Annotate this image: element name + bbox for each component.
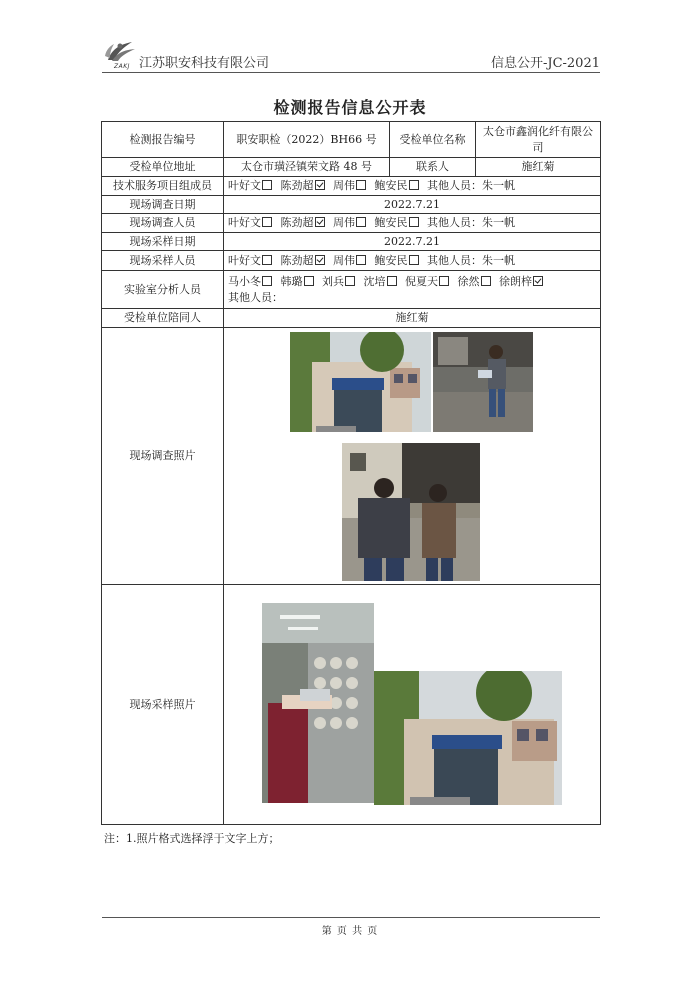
indoor-survey-photo (433, 332, 533, 432)
table-row (102, 122, 601, 158)
team-members (224, 177, 601, 196)
lab-analyst (405, 275, 454, 288)
address-label: 受检单位地址 (102, 158, 224, 177)
lab-analyst (322, 275, 360, 288)
table-row (102, 196, 601, 214)
sampling-photos-cell (224, 585, 601, 825)
unit-name-label: 受检单位名称 (390, 122, 476, 158)
surveyor (375, 216, 424, 229)
checked-checkbox-icon (315, 180, 325, 190)
page-title: 检测报告信息公开表 (273, 98, 427, 117)
person-name: 陈劲超 (280, 179, 314, 192)
footnote: 注：1.照片格式选择浮于文字上方； (104, 832, 280, 845)
table-row (102, 585, 601, 825)
table-row (102, 233, 601, 251)
team-member (375, 179, 424, 192)
lab-analyst (364, 275, 402, 288)
sampler (333, 254, 371, 267)
building-photo (290, 332, 431, 432)
table-row (102, 309, 601, 328)
person-name: 马小冬 (228, 274, 261, 288)
person-name: 叶好文 (228, 253, 261, 267)
person-name: 叶好文 (228, 179, 261, 192)
surveyor (281, 216, 330, 229)
checkbox-icon (356, 217, 366, 227)
checked-checkbox-icon (315, 217, 325, 227)
person-name: 刘兵 (322, 274, 344, 288)
checked-checkbox-icon (533, 276, 543, 286)
checkbox-icon (304, 276, 314, 286)
checkbox-icon (356, 180, 366, 190)
surveyor (228, 216, 277, 229)
page-header (102, 38, 600, 73)
table-row (102, 214, 601, 233)
checkbox-icon (345, 276, 355, 286)
survey-date-value: 2022.7.21 (224, 196, 601, 214)
lab-analyst (228, 275, 277, 288)
checkbox-icon (481, 276, 491, 286)
document-number: 信息公开-JC-2021 (490, 56, 600, 71)
person-name: 周伟 (333, 179, 355, 192)
contact-value: 施红菊 (476, 158, 601, 177)
survey-date-label: 现场调查日期 (102, 196, 224, 214)
samplers-label: 现场采样人员 (102, 251, 224, 271)
samplers-other: 其他人员：朱一帆 (427, 253, 515, 267)
team-member (333, 179, 371, 192)
surveyors-other: 其他人员：朱一帆 (427, 216, 515, 229)
person-name: 鲍安民 (374, 179, 408, 192)
team-other: 其他人员：朱一帆 (427, 179, 515, 192)
lab-analyst (458, 275, 496, 288)
sampler (375, 254, 424, 267)
lab-other: 其他人员： (228, 290, 283, 304)
page-footer: 第 页 共 页 (321, 926, 379, 937)
checkbox-icon (409, 180, 419, 190)
checkbox-icon (409, 217, 419, 227)
contact-label: 联系人 (390, 158, 476, 177)
team-member (281, 179, 330, 192)
samplers (224, 251, 601, 271)
person-name: 陈劲超 (280, 253, 314, 267)
checkbox-icon (387, 276, 397, 286)
person-name: 周伟 (333, 216, 355, 229)
table-row (102, 271, 601, 309)
team-label: 技术服务项目组成员 (102, 177, 224, 196)
survey-photos-label: 现场调查照片 (102, 328, 224, 585)
survey-photos-cell (224, 328, 601, 585)
sampling-date-label: 现场采样日期 (102, 233, 224, 251)
checked-checkbox-icon (315, 255, 325, 265)
escort-value: 施红菊 (224, 309, 601, 328)
sampler (228, 254, 277, 267)
person-name: 陈劲超 (280, 216, 314, 229)
person-name: 鲍安民 (374, 216, 408, 229)
unit-name-value: 太仓市鑫润化纤有限公司 (476, 122, 601, 158)
lab-analyst (499, 275, 548, 288)
surveyor (333, 216, 371, 229)
person-name: 沈培 (363, 274, 386, 288)
person-name: 徐然 (457, 274, 480, 288)
surveyors (224, 214, 601, 233)
checkbox-icon (356, 255, 366, 265)
lab-label: 实验室分析人员 (102, 271, 224, 309)
person-name: 韩璐 (280, 274, 303, 288)
workshop-sampling-photo (262, 603, 374, 803)
person-name: 叶好文 (228, 216, 261, 229)
people-survey-photo (342, 443, 480, 581)
building-sampling-photo (374, 671, 562, 805)
lab-analysts (224, 271, 601, 309)
report-no-label: 检测报告编号 (102, 122, 224, 158)
sampling-date-value: 2022.7.21 (224, 233, 601, 251)
team-member (228, 179, 277, 192)
checkbox-icon (439, 276, 449, 286)
sampler (281, 254, 330, 267)
person-name: 鲍安民 (374, 253, 408, 267)
lab-analyst (281, 275, 319, 288)
company-name: 江苏职安科技有限公司 (139, 56, 270, 71)
logo-caption: ZAKJ (114, 63, 130, 70)
table-row (102, 328, 601, 585)
address-value: 太仓市璜泾镇荣文路 48 号 (224, 158, 390, 177)
table-row (102, 251, 601, 271)
sampling-photos-label: 现场采样照片 (102, 585, 224, 825)
person-name: 倪夏天 (405, 274, 438, 288)
info-table (101, 121, 601, 825)
checkbox-icon (262, 217, 272, 227)
escort-label: 受检单位陪同人 (102, 309, 224, 328)
footer-divider (102, 917, 600, 918)
checkbox-icon (262, 276, 272, 286)
checkbox-icon (262, 255, 272, 265)
report-no-value: 职安职检（2022）BH66 号 (224, 122, 390, 158)
checkbox-icon (409, 255, 419, 265)
surveyors-label: 现场调查人员 (102, 214, 224, 233)
checkbox-icon (262, 180, 272, 190)
table-row (102, 158, 601, 177)
person-name: 徐朗梓 (499, 274, 532, 288)
person-name: 周伟 (333, 253, 355, 267)
table-row (102, 177, 601, 196)
